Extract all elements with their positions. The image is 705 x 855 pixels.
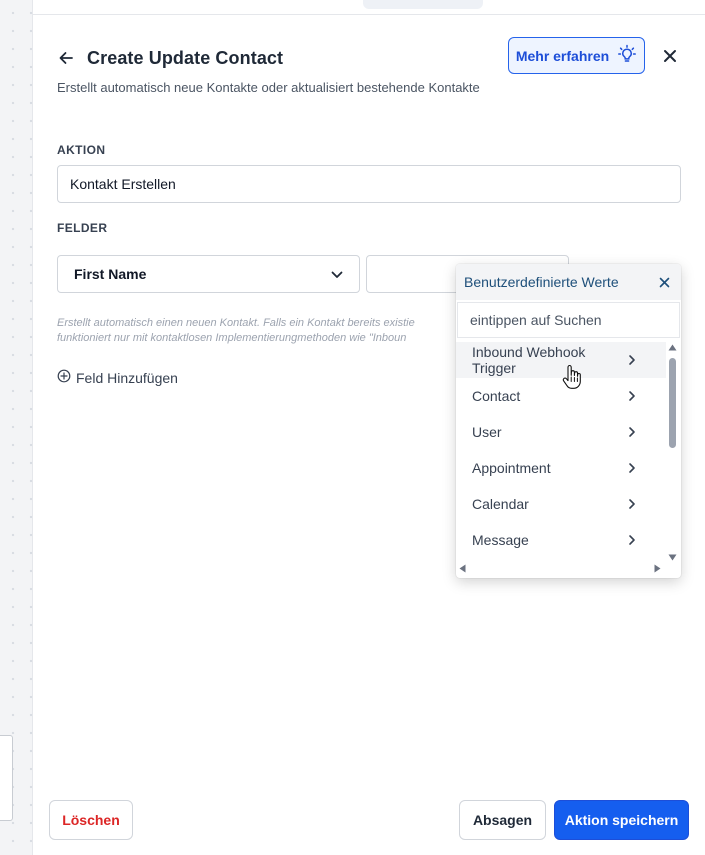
custom-values-search-input[interactable]: eintippen auf Suchen: [457, 302, 680, 338]
scrollbar-thumb[interactable]: [669, 358, 676, 448]
list-item-user[interactable]: [456, 414, 666, 450]
chevron-right-icon: [628, 425, 636, 441]
list-item-message[interactable]: [456, 522, 666, 558]
popover-header: [456, 264, 681, 300]
popover-title: Benutzerdefinierte Werte: [464, 274, 619, 290]
horizontal-scrollbar[interactable]: [456, 562, 666, 576]
close-icon[interactable]: [657, 275, 671, 289]
list-item-appointment[interactable]: [456, 450, 666, 486]
fields-hint-line-1: Erstellt automatisch einen neuen Kontakt. Falls ein Kontakt bereits existie: [57, 317, 415, 329]
chevron-right-icon: [628, 461, 636, 477]
plus-circle-icon: [57, 369, 71, 386]
field-name-select[interactable]: [57, 255, 360, 293]
chevron-right-icon: [628, 497, 636, 513]
action-section-label: AKTION: [57, 143, 106, 157]
vertical-scrollbar[interactable]: [667, 344, 679, 562]
fields-section-label: FELDER: [57, 221, 108, 235]
list-item-label: Appointment: [472, 460, 551, 476]
chevron-right-icon: [628, 353, 636, 369]
panel-subtitle: Erstellt automatisch neue Kontakte oder aktualisiert bestehende Kontakte: [57, 80, 480, 95]
list-item-label: Inbound Webhook Trigger: [472, 344, 586, 376]
learn-more-button[interactable]: [508, 37, 645, 74]
list-item-inbound-webhook-trigger[interactable]: [456, 342, 666, 378]
fields-hint-text: [57, 316, 457, 346]
list-item-label: Calendar: [472, 496, 529, 512]
learn-more-label: Mehr erfahren: [515, 47, 610, 64]
list-item-calendar[interactable]: [456, 486, 666, 522]
list-item-label: Contact: [472, 388, 521, 404]
list-item-label: Message: [472, 532, 529, 548]
action-field[interactable]: Kontakt Erstellen: [57, 165, 681, 203]
lightbulb-icon: [617, 44, 637, 67]
page-title: Create Update Contact: [87, 47, 284, 68]
save-action-button[interactable]: Aktion speichern: [554, 800, 689, 840]
cancel-button[interactable]: Absagen: [459, 800, 546, 840]
custom-values-list: [456, 342, 666, 562]
chevron-right-icon: [628, 533, 636, 549]
top-tab[interactable]: [363, 0, 483, 9]
delete-button[interactable]: Löschen: [49, 800, 133, 840]
fields-hint-line-2: funktioniert nur mit kontaktlosen Implementierungmethoden wie "Inboun: [57, 332, 407, 344]
list-item-contact[interactable]: [456, 378, 666, 414]
custom-values-popover: [456, 264, 681, 578]
list-item-label: User: [472, 424, 502, 440]
close-icon[interactable]: [661, 47, 679, 65]
top-bar: [33, 0, 705, 15]
add-field-label: Feld Hinzufügen: [76, 369, 178, 386]
field-name-select-value: First Name: [74, 266, 147, 282]
canvas-node-card[interactable]: [0, 735, 13, 821]
add-field-button[interactable]: [57, 369, 178, 386]
arrow-left-icon[interactable]: [57, 49, 75, 67]
chevron-right-icon: [628, 389, 636, 405]
workflow-canvas-strip: [0, 0, 33, 855]
chevron-down-icon: [331, 266, 343, 282]
